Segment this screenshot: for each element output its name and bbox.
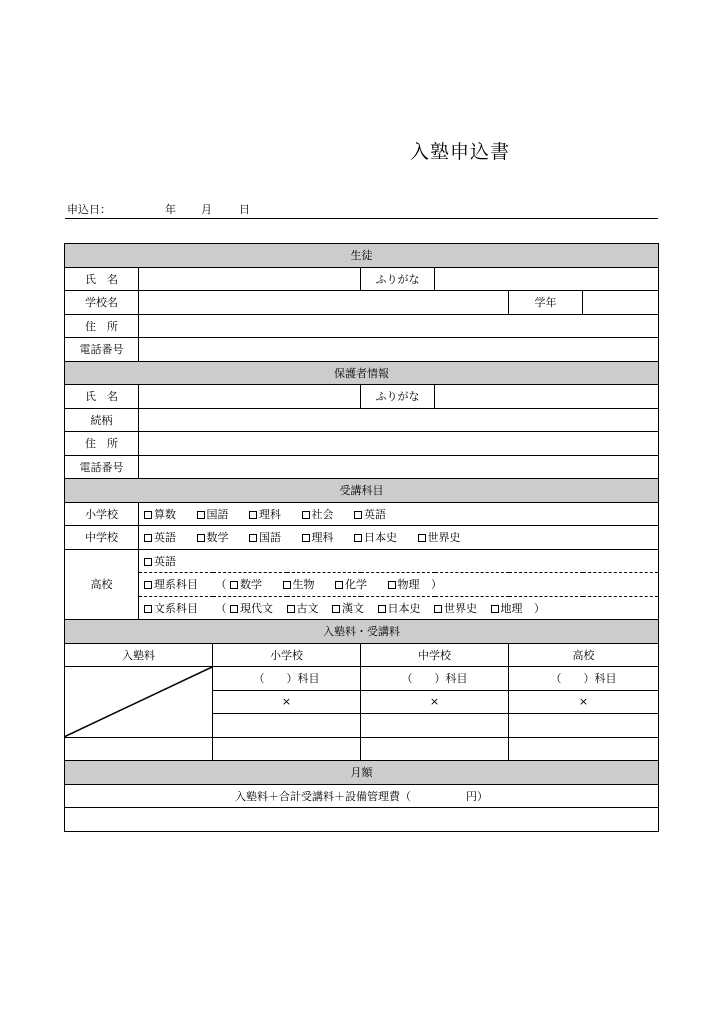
- checkbox-icon: [354, 511, 362, 519]
- apply-date-line: [65, 199, 658, 219]
- elementary-times: ×: [213, 690, 361, 714]
- guardian-name-label: 氏 名: [65, 385, 139, 409]
- guardian-phone-field[interactable]: [139, 455, 659, 479]
- monthly-section-header: 月額: [65, 761, 659, 785]
- student-furigana-label: ふりがな: [361, 267, 435, 291]
- high-total-field[interactable]: [509, 737, 659, 761]
- student-phone-field[interactable]: [139, 338, 659, 362]
- checkbox-japanese-history[interactable]: 日本史: [354, 529, 397, 545]
- checkbox-japanese[interactable]: 国語: [197, 506, 229, 522]
- guardian-phone-label: 電話番号: [65, 455, 139, 479]
- junior-label: 中学校: [65, 526, 139, 550]
- apply-date-label: 申込日：: [67, 203, 111, 216]
- elementary-subject-count[interactable]: （ ）科目: [213, 667, 361, 691]
- high-unit-price-field[interactable]: [509, 714, 659, 738]
- checkbox-english[interactable]: 英語: [144, 529, 176, 545]
- relation-field[interactable]: [139, 408, 659, 432]
- junior-times: ×: [361, 690, 509, 714]
- page-title: 入塾申込書: [410, 141, 511, 163]
- checkbox-japanese[interactable]: 国語: [249, 529, 281, 545]
- school-name-label: 学校名: [65, 291, 139, 315]
- checkbox-icon: [230, 581, 238, 589]
- guardian-address-label: 住 所: [65, 432, 139, 456]
- checkbox-icon: [197, 534, 205, 542]
- checkbox-icon: [354, 534, 362, 542]
- apply-date-month: 月: [201, 203, 212, 216]
- checkbox-physics[interactable]: 物理: [388, 576, 420, 592]
- checkbox-arithmetic[interactable]: 算数: [144, 506, 176, 522]
- fees-col-elementary: 小学校: [213, 643, 361, 667]
- elementary-unit-price-field[interactable]: [213, 714, 361, 738]
- grade-label: 学年: [509, 291, 583, 315]
- checkbox-japanese-history[interactable]: 日本史: [378, 600, 421, 616]
- checkbox-science[interactable]: 理科: [302, 529, 334, 545]
- checkbox-icon: [230, 605, 238, 613]
- checkbox-icon: [144, 605, 152, 613]
- enroll-fee-field[interactable]: [65, 737, 213, 761]
- grade-field[interactable]: [583, 291, 659, 315]
- checkbox-science[interactable]: 理科: [249, 506, 281, 522]
- guardian-address-field[interactable]: [139, 432, 659, 456]
- application-form-table: [64, 243, 659, 832]
- relation-label: 続柄: [65, 408, 139, 432]
- checkbox-math[interactable]: 数学: [230, 576, 262, 592]
- checkbox-world-history[interactable]: 世界史: [434, 600, 477, 616]
- checkbox-icon: [249, 511, 257, 519]
- checkbox-icon: [144, 581, 152, 589]
- checkbox-icon: [144, 534, 152, 542]
- checkbox-icon: [287, 605, 295, 613]
- checkbox-icon: [302, 534, 310, 542]
- fees-col-high: 高校: [509, 643, 659, 667]
- student-furigana-field[interactable]: [435, 267, 659, 291]
- guardian-name-field[interactable]: [139, 385, 361, 409]
- checkbox-english[interactable]: 英語: [354, 506, 386, 522]
- high-subject-count[interactable]: （ ）科目: [509, 667, 659, 691]
- checkbox-science-course[interactable]: 理系科目: [144, 576, 198, 592]
- subjects-section-header: 受講科目: [65, 479, 659, 503]
- checkbox-icon: [378, 605, 386, 613]
- junior-subjects: [139, 526, 659, 550]
- checkbox-chemistry[interactable]: 化学: [335, 576, 367, 592]
- checkbox-icon: [332, 605, 340, 613]
- checkbox-icon: [491, 605, 499, 613]
- high-humanities-row: 文系科目 （ 現代文 古文 漢文 日本史 世界史 地理 ）: [139, 596, 659, 620]
- checkbox-social[interactable]: 社会: [302, 506, 334, 522]
- checkbox-icon: [388, 581, 396, 589]
- checkbox-classical-japanese[interactable]: 古文: [287, 600, 319, 616]
- checkbox-icon: [434, 605, 442, 613]
- diagonal-line: [65, 667, 212, 737]
- junior-total-field[interactable]: [361, 737, 509, 761]
- high-times: ×: [509, 690, 659, 714]
- fees-col-enroll: 入塾料: [65, 643, 213, 667]
- fees-section-header: 入塾料・受講料: [65, 620, 659, 644]
- apply-date-year: 年: [165, 203, 176, 216]
- guardian-section-header: 保護者情報: [65, 361, 659, 385]
- checkbox-modern-japanese[interactable]: 現代文: [230, 600, 273, 616]
- student-address-field[interactable]: [139, 314, 659, 338]
- checkbox-humanities-course[interactable]: 文系科目: [144, 600, 198, 616]
- checkbox-world-history[interactable]: 世界史: [418, 529, 461, 545]
- elementary-total-field[interactable]: [213, 737, 361, 761]
- guardian-furigana-label: ふりがな: [361, 385, 435, 409]
- school-name-field[interactable]: [139, 291, 509, 315]
- monthly-formula: 入塾料＋合計受講料＋設備管理費（ 円）: [65, 784, 659, 808]
- checkbox-icon: [144, 511, 152, 519]
- fees-col-junior: 中学校: [361, 643, 509, 667]
- junior-unit-price-field[interactable]: [361, 714, 509, 738]
- student-name-label: 氏 名: [65, 267, 139, 291]
- checkbox-icon: [302, 511, 310, 519]
- junior-subject-count[interactable]: （ ）科目: [361, 667, 509, 691]
- student-section-header: 生徒: [65, 244, 659, 268]
- checkbox-icon: [335, 581, 343, 589]
- elementary-label: 小学校: [65, 502, 139, 526]
- checkbox-english[interactable]: 英語: [144, 553, 176, 569]
- apply-date-day: 日: [239, 203, 250, 216]
- checkbox-icon: [197, 511, 205, 519]
- checkbox-icon: [283, 581, 291, 589]
- high-label: 高校: [65, 549, 139, 620]
- checkbox-icon: [418, 534, 426, 542]
- checkbox-geography[interactable]: 地理: [491, 600, 523, 616]
- checkbox-biology[interactable]: 生物: [283, 576, 315, 592]
- student-address-label: 住 所: [65, 314, 139, 338]
- enroll-fee-diagonal-cell: [65, 667, 213, 738]
- checkbox-math[interactable]: 数学: [197, 529, 229, 545]
- student-phone-label: 電話番号: [65, 338, 139, 362]
- checkbox-icon: [249, 534, 257, 542]
- student-name-field[interactable]: [139, 267, 361, 291]
- high-english-row: [139, 549, 659, 573]
- monthly-total-field[interactable]: [65, 808, 659, 832]
- checkbox-icon: [144, 558, 152, 566]
- checkbox-classical-chinese[interactable]: 漢文: [332, 600, 364, 616]
- guardian-furigana-field[interactable]: [435, 385, 659, 409]
- high-science-row: 理系科目 （ 数学 生物 化学 物理 ）: [139, 573, 659, 597]
- elementary-subjects: [139, 502, 659, 526]
